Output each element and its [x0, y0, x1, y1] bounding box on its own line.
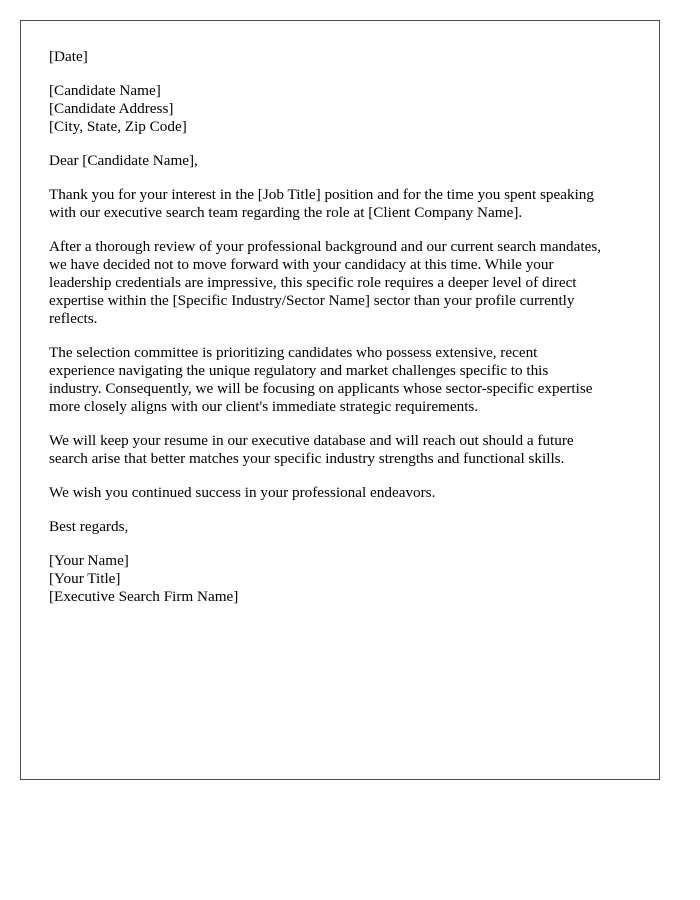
body-paragraph-thanks: [49, 186, 631, 222]
paragraph-line: expertise within the [Specific Industry/Sector Name] sector than your profile currently: [49, 292, 575, 309]
paragraph-line: Thank you for your interest in the [Job Title] position and for the time you spent speaking: [49, 186, 594, 203]
recipient-city-state-zip: [City, State, Zip Code]: [49, 118, 187, 135]
paragraph-line: After a thorough review of your professional background and our current search mandates,: [49, 238, 602, 255]
signature-title: [Your Title]: [49, 570, 121, 587]
body-paragraph-wishes: [49, 484, 631, 502]
paragraph-line: experience navigating the unique regulatory and market challenges specific to this: [49, 362, 549, 379]
paragraph-line: leadership credentials are impressive, this specific role requires a deeper level of direct: [49, 274, 577, 291]
signature-firm: [Executive Search Firm Name]: [49, 588, 239, 605]
recipient-address-block: [49, 82, 631, 136]
paragraph-line: reflects.: [49, 310, 98, 327]
paragraph-line: more closely aligns with our client's immediate strategic requirements.: [49, 398, 479, 415]
paragraph-line: with our executive search team regarding the role at [Client Company Name].: [49, 204, 523, 221]
paragraph-line: we have decided not to move forward with your candidacy at this time. While your: [49, 256, 554, 273]
signature-name: [Your Name]: [49, 552, 129, 569]
closing-text: Best regards,: [49, 518, 129, 535]
closing: [49, 518, 631, 536]
recipient-name: [Candidate Name]: [49, 82, 161, 99]
date-line: [49, 48, 631, 66]
paragraph-line: We will keep your resume in our executive database and will reach out should a future: [49, 432, 574, 449]
paragraph-line: We wish you continued success in your professional endeavors.: [49, 484, 436, 501]
date-text: [Date]: [49, 48, 88, 65]
salutation: [49, 152, 631, 170]
paragraph-line: The selection committee is prioritizing candidates who possess extensive, recent: [49, 344, 538, 361]
body-paragraph-database: [49, 432, 631, 468]
paragraph-line: industry. Consequently, we will be focusing on applicants whose sector-specific expertise: [49, 380, 593, 397]
signature-block: [49, 552, 631, 606]
recipient-address: [Candidate Address]: [49, 100, 174, 117]
paragraph-line: search arise that better matches your specific industry strengths and functional skills.: [49, 450, 565, 467]
body-paragraph-decision: [49, 238, 631, 328]
salutation-text: Dear [Candidate Name],: [49, 152, 198, 169]
body-paragraph-committee: [49, 344, 631, 416]
letter-document: [20, 20, 660, 780]
